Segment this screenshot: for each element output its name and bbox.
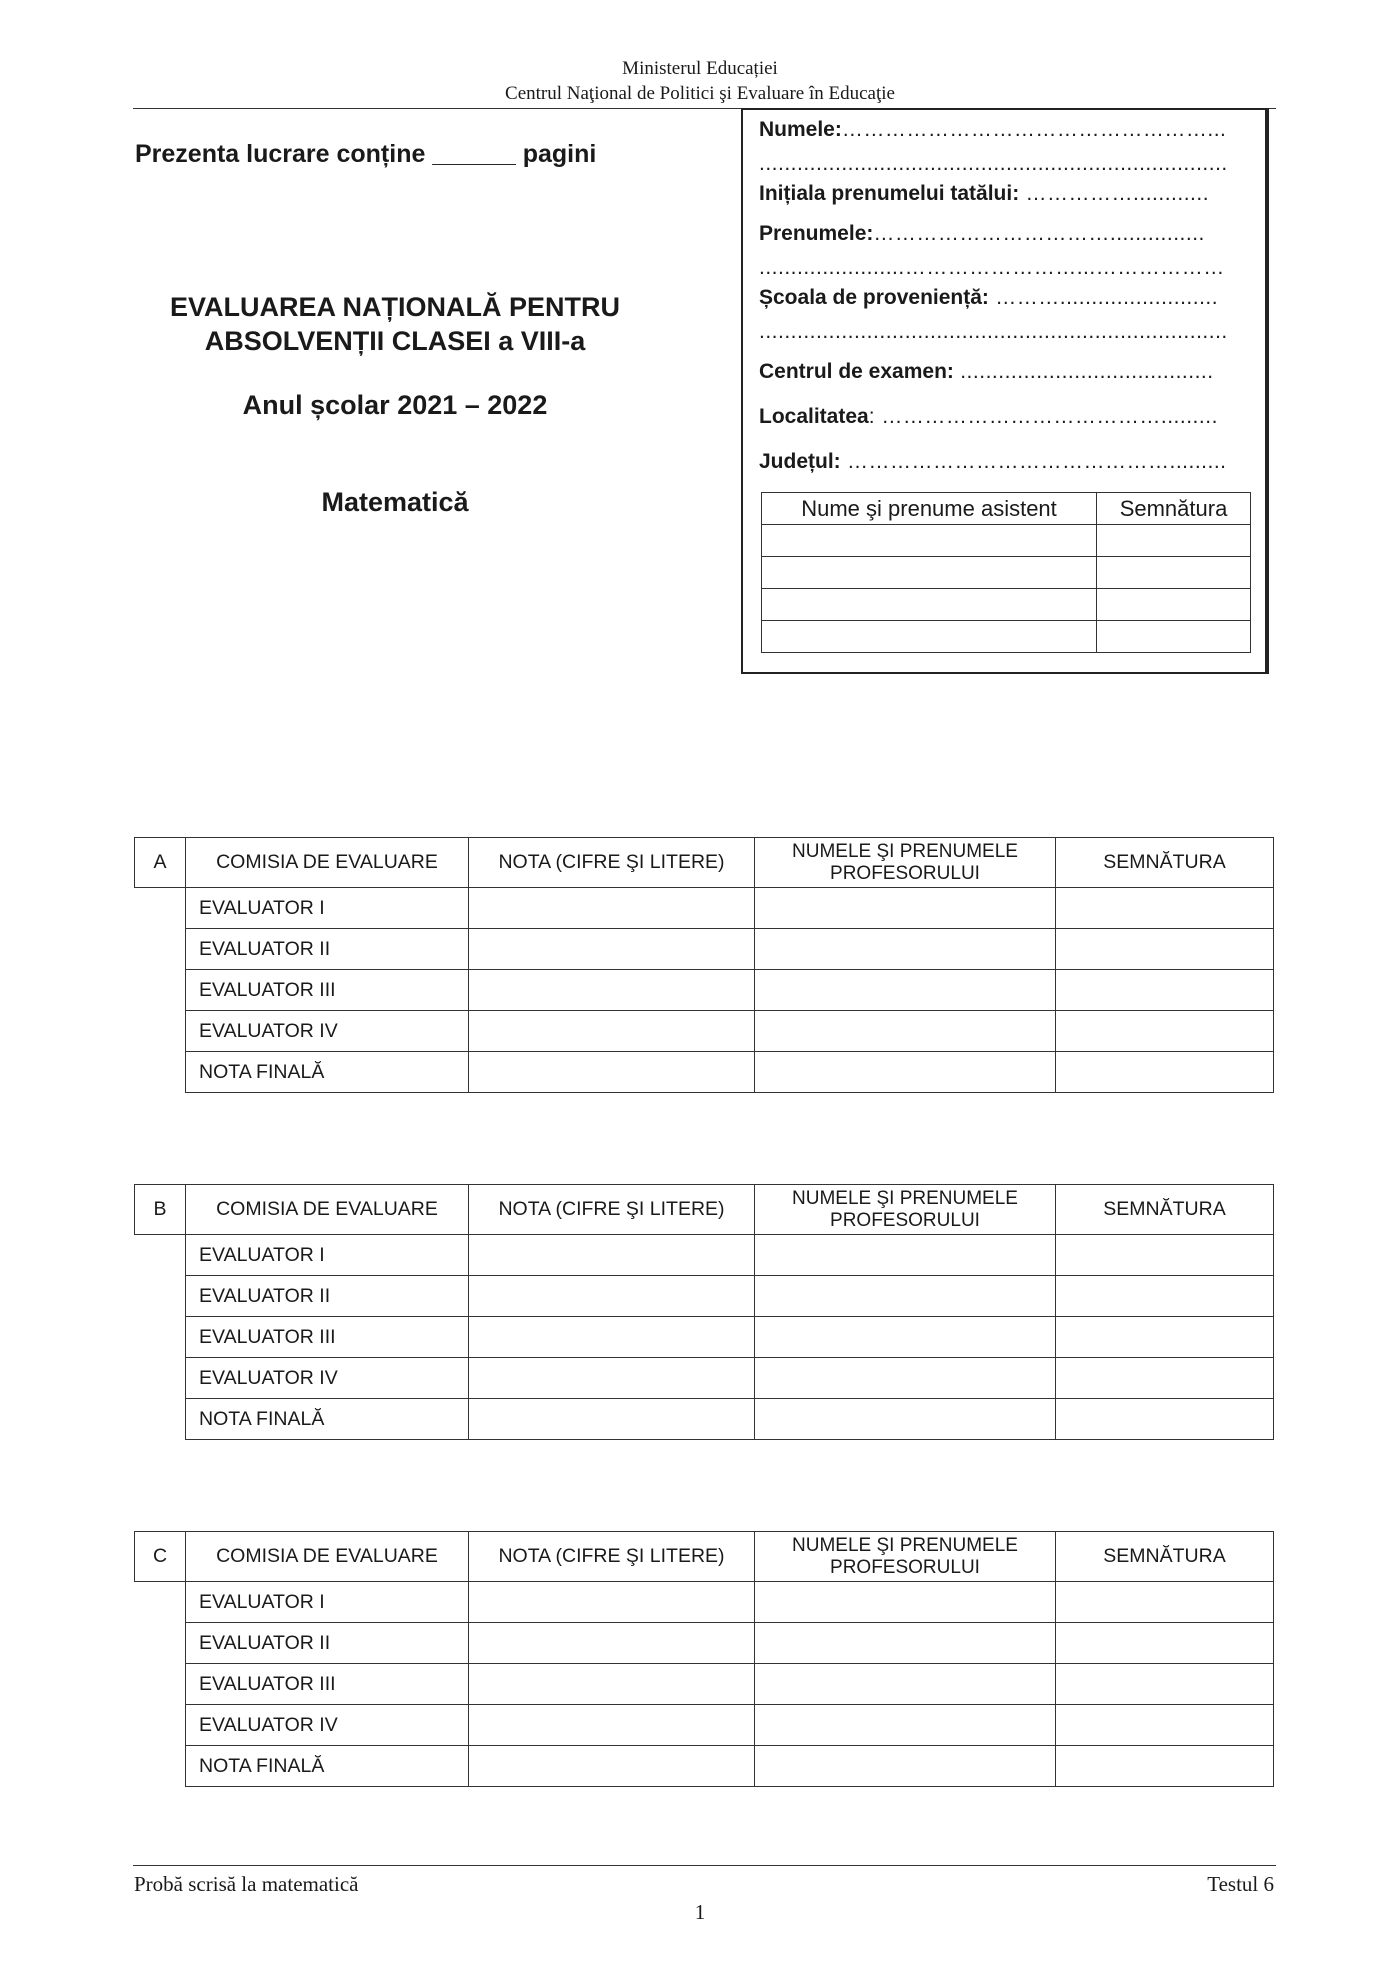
assistant-table-header	[762, 493, 1251, 525]
evaluator-label: EVALUATOR IV	[186, 1358, 469, 1399]
signature-cell[interactable]	[1056, 888, 1274, 929]
teacher-name-cell[interactable]	[755, 1317, 1056, 1358]
signature-cell[interactable]	[1056, 1664, 1274, 1705]
assistant-name-cell[interactable]	[762, 557, 1097, 589]
teacher-name-header-line-2: PROFESORULUI	[830, 1556, 980, 1578]
grade-cell[interactable]	[469, 1052, 755, 1093]
eval-header-row	[135, 1185, 1274, 1235]
grade-header: NOTA (CIFRE ŞI LITERE)	[469, 1532, 755, 1582]
evaluator-row	[135, 1011, 1274, 1052]
evaluator-row	[135, 1664, 1274, 1705]
centrul-field[interactable]	[759, 360, 1249, 384]
grade-cell[interactable]	[469, 1623, 755, 1664]
evaluator-row	[135, 1746, 1274, 1787]
assistant-row	[762, 589, 1251, 621]
teacher-name-header-line-2: PROFESORULUI	[830, 1209, 980, 1231]
evaluator-label: NOTA FINALĂ	[186, 1052, 469, 1093]
center-name: Centrul Naţional de Politici şi Evaluare în Educaţie	[505, 83, 895, 104]
teacher-name-header	[755, 1185, 1056, 1235]
teacher-name-header-line-2: PROFESORULUI	[830, 862, 980, 884]
empty-letter-cell	[135, 1011, 186, 1052]
numele-dots: ……………………………………………...	[841, 118, 1227, 141]
teacher-name-header	[755, 838, 1056, 888]
evaluator-row	[135, 888, 1274, 929]
signature-cell[interactable]	[1056, 1276, 1274, 1317]
evaluator-label: EVALUATOR II	[186, 929, 469, 970]
centrul-label: Centrul de examen:	[759, 360, 954, 383]
evaluator-row	[135, 1623, 1274, 1664]
judetul-field[interactable]	[759, 450, 1249, 474]
scoala-dots: ……….........................	[988, 286, 1219, 309]
numele-field[interactable]	[759, 118, 1249, 142]
empty-letter-cell	[135, 1276, 186, 1317]
assistant-signature-cell[interactable]	[1097, 621, 1251, 653]
teacher-name-header	[755, 1532, 1056, 1582]
signature-cell[interactable]	[1056, 970, 1274, 1011]
empty-letter-cell	[135, 1746, 186, 1787]
localitatea-field[interactable]	[759, 405, 1249, 429]
empty-letter-cell	[135, 1664, 186, 1705]
scoala-label: Școala de proveniență:	[759, 286, 989, 309]
footer-rule	[133, 1865, 1276, 1866]
commission-letter: B	[135, 1185, 186, 1235]
commission-letter: A	[135, 838, 186, 888]
evaluator-row	[135, 1705, 1274, 1746]
evaluator-label: EVALUATOR II	[186, 1276, 469, 1317]
assistant-row	[762, 557, 1251, 589]
evaluator-label: NOTA FINALĂ	[186, 1399, 469, 1440]
grade-cell[interactable]	[469, 1705, 755, 1746]
evaluator-label: EVALUATOR III	[186, 1317, 469, 1358]
eval-header-row	[135, 1532, 1274, 1582]
empty-letter-cell	[135, 888, 186, 929]
evaluator-row	[135, 970, 1274, 1011]
exam-title-line-1: EVALUAREA NAȚIONALĂ PENTRU	[170, 292, 620, 322]
assistant-row	[762, 525, 1251, 557]
ministry-name: Ministerul Educației	[622, 58, 778, 79]
exam-title	[135, 290, 655, 358]
localitatea-dots: : ………………………………….........	[868, 405, 1218, 428]
grade-cell[interactable]	[469, 1276, 755, 1317]
grade-cell[interactable]	[469, 970, 755, 1011]
prenumele-label: Prenumele:	[759, 222, 874, 245]
grade-cell[interactable]	[469, 1746, 755, 1787]
signature-cell[interactable]	[1056, 1705, 1274, 1746]
evaluator-row	[135, 1317, 1274, 1358]
assistant-table	[761, 492, 1251, 653]
teacher-name-cell[interactable]	[755, 1746, 1056, 1787]
evaluator-label: NOTA FINALĂ	[186, 1746, 469, 1787]
judetul-dots: ……………………………………….........	[840, 450, 1227, 473]
evaluator-row	[135, 1358, 1274, 1399]
teacher-name-header-line-1: NUMELE ŞI PRENUMELE	[792, 1187, 1018, 1209]
grade-cell[interactable]	[469, 1358, 755, 1399]
grade-cell[interactable]	[469, 1235, 755, 1276]
teacher-name-header-line-1: NUMELE ŞI PRENUMELE	[792, 840, 1018, 862]
grade-cell[interactable]	[469, 929, 755, 970]
evaluator-label: EVALUATOR I	[186, 1582, 469, 1623]
exam-title-line-2: ABSOLVENȚII CLASEI a VIII-a	[204, 326, 586, 356]
signature-header: SEMNĂTURA	[1056, 1532, 1274, 1582]
evaluation-table-b	[134, 1184, 1274, 1440]
teacher-name-cell[interactable]	[755, 888, 1056, 929]
eval-header-row	[135, 838, 1274, 888]
teacher-name-cell[interactable]	[755, 1052, 1056, 1093]
judetul-label: Județul:	[759, 450, 841, 473]
assistant-row	[762, 621, 1251, 653]
teacher-name-cell[interactable]	[755, 1582, 1056, 1623]
prenumele-dots-line-2[interactable]: .......................……………………...………………	[759, 256, 1225, 279]
grade-cell[interactable]	[469, 888, 755, 929]
evaluator-row	[135, 1052, 1274, 1093]
evaluator-row	[135, 1582, 1274, 1623]
evaluator-label: EVALUATOR III	[186, 1664, 469, 1705]
empty-letter-cell	[135, 970, 186, 1011]
signature-cell[interactable]	[1056, 1746, 1274, 1787]
teacher-name-cell[interactable]	[755, 1358, 1056, 1399]
assistant-signature-cell[interactable]	[1097, 525, 1251, 557]
commission-header: COMISIA DE EVALUARE	[186, 1185, 469, 1235]
assistant-name-cell[interactable]	[762, 525, 1097, 557]
signature-header: SEMNĂTURA	[1056, 1185, 1274, 1235]
assistant-name-header: Nume şi prenume asistent	[762, 493, 1097, 525]
evaluator-label: EVALUATOR II	[186, 1623, 469, 1664]
teacher-name-cell[interactable]	[755, 1399, 1056, 1440]
evaluator-row	[135, 1235, 1274, 1276]
teacher-name-header-line-1: NUMELE ŞI PRENUMELE	[792, 1534, 1018, 1556]
empty-letter-cell	[135, 1358, 186, 1399]
teacher-name-cell[interactable]	[755, 1705, 1056, 1746]
evaluator-row	[135, 1399, 1274, 1440]
evaluator-label: EVALUATOR I	[186, 888, 469, 929]
grade-cell[interactable]	[469, 1011, 755, 1052]
teacher-name-cell[interactable]	[755, 970, 1056, 1011]
assistant-name-cell[interactable]	[762, 621, 1097, 653]
numele-label: Numele:	[759, 118, 842, 141]
signature-cell[interactable]	[1056, 1317, 1274, 1358]
assistant-name-cell[interactable]	[762, 589, 1097, 621]
teacher-name-cell[interactable]	[755, 1011, 1056, 1052]
signature-cell[interactable]	[1056, 1582, 1274, 1623]
evaluator-label: EVALUATOR IV	[186, 1705, 469, 1746]
footer-test-number: Testul 6	[1207, 1872, 1274, 1896]
signature-cell[interactable]	[1056, 1358, 1274, 1399]
grade-header: NOTA (CIFRE ŞI LITERE)	[469, 1185, 755, 1235]
empty-letter-cell	[135, 1399, 186, 1440]
evaluation-table-a	[134, 837, 1274, 1093]
empty-letter-cell	[135, 1582, 186, 1623]
numele-dots-line-2[interactable]: ..........................................................................	[759, 152, 1228, 175]
commission-header: COMISIA DE EVALUARE	[186, 838, 469, 888]
empty-letter-cell	[135, 1623, 186, 1664]
signature-cell[interactable]	[1056, 1399, 1274, 1440]
grade-header: NOTA (CIFRE ŞI LITERE)	[469, 838, 755, 888]
teacher-name-cell[interactable]	[755, 1623, 1056, 1664]
signature-cell[interactable]	[1056, 1235, 1274, 1276]
commission-letter: C	[135, 1532, 186, 1582]
footer-exam-name: Probă scrisă la matematică	[134, 1872, 359, 1896]
evaluator-label: EVALUATOR I	[186, 1235, 469, 1276]
empty-letter-cell	[135, 929, 186, 970]
teacher-name-cell[interactable]	[755, 1276, 1056, 1317]
signature-cell[interactable]	[1056, 1052, 1274, 1093]
signature-cell[interactable]	[1056, 929, 1274, 970]
assistant-signature-cell[interactable]	[1097, 589, 1251, 621]
centrul-dots: ........................................	[953, 360, 1214, 383]
evaluator-row	[135, 929, 1274, 970]
scoala-dots-line-2[interactable]: ..........................................................................	[759, 320, 1228, 343]
subject-title: Matematică	[321, 487, 469, 517]
school-year: Anul școlar 2021 – 2022	[242, 390, 548, 420]
grade-cell[interactable]	[469, 1317, 755, 1358]
assistant-signature-cell[interactable]	[1097, 557, 1251, 589]
localitatea-label: Localitatea	[759, 405, 869, 428]
prenumele-field[interactable]	[759, 222, 1249, 246]
initiala-dots: ……………............	[1019, 182, 1210, 205]
grade-cell[interactable]	[469, 1399, 755, 1440]
empty-letter-cell	[135, 1317, 186, 1358]
signature-header: SEMNĂTURA	[1056, 838, 1274, 888]
teacher-name-cell[interactable]	[755, 1235, 1056, 1276]
pages-count-line: Prezenta lucrare conține ______ pagini	[135, 140, 597, 168]
prenumele-dots: ……………………………...............	[873, 222, 1205, 245]
signature-cell[interactable]	[1056, 1011, 1274, 1052]
evaluator-label: EVALUATOR IV	[186, 1011, 469, 1052]
empty-letter-cell	[135, 1052, 186, 1093]
teacher-name-cell[interactable]	[755, 1664, 1056, 1705]
empty-letter-cell	[135, 1235, 186, 1276]
grade-cell[interactable]	[469, 1664, 755, 1705]
grade-cell[interactable]	[469, 1582, 755, 1623]
assistant-signature-header: Semnătura	[1097, 493, 1251, 525]
teacher-name-cell[interactable]	[755, 929, 1056, 970]
evaluation-table-c	[134, 1531, 1274, 1787]
page-number: 1	[694, 1900, 706, 1924]
signature-cell[interactable]	[1056, 1623, 1274, 1664]
commission-header: COMISIA DE EVALUARE	[186, 1532, 469, 1582]
evaluator-label: EVALUATOR III	[186, 970, 469, 1011]
initiala-label: Inițiala prenumelui tatălui:	[759, 182, 1020, 205]
empty-letter-cell	[135, 1705, 186, 1746]
scoala-field[interactable]	[759, 286, 1249, 310]
initiala-field[interactable]	[759, 182, 1249, 206]
evaluator-row	[135, 1276, 1274, 1317]
candidate-id-box	[741, 108, 1267, 674]
